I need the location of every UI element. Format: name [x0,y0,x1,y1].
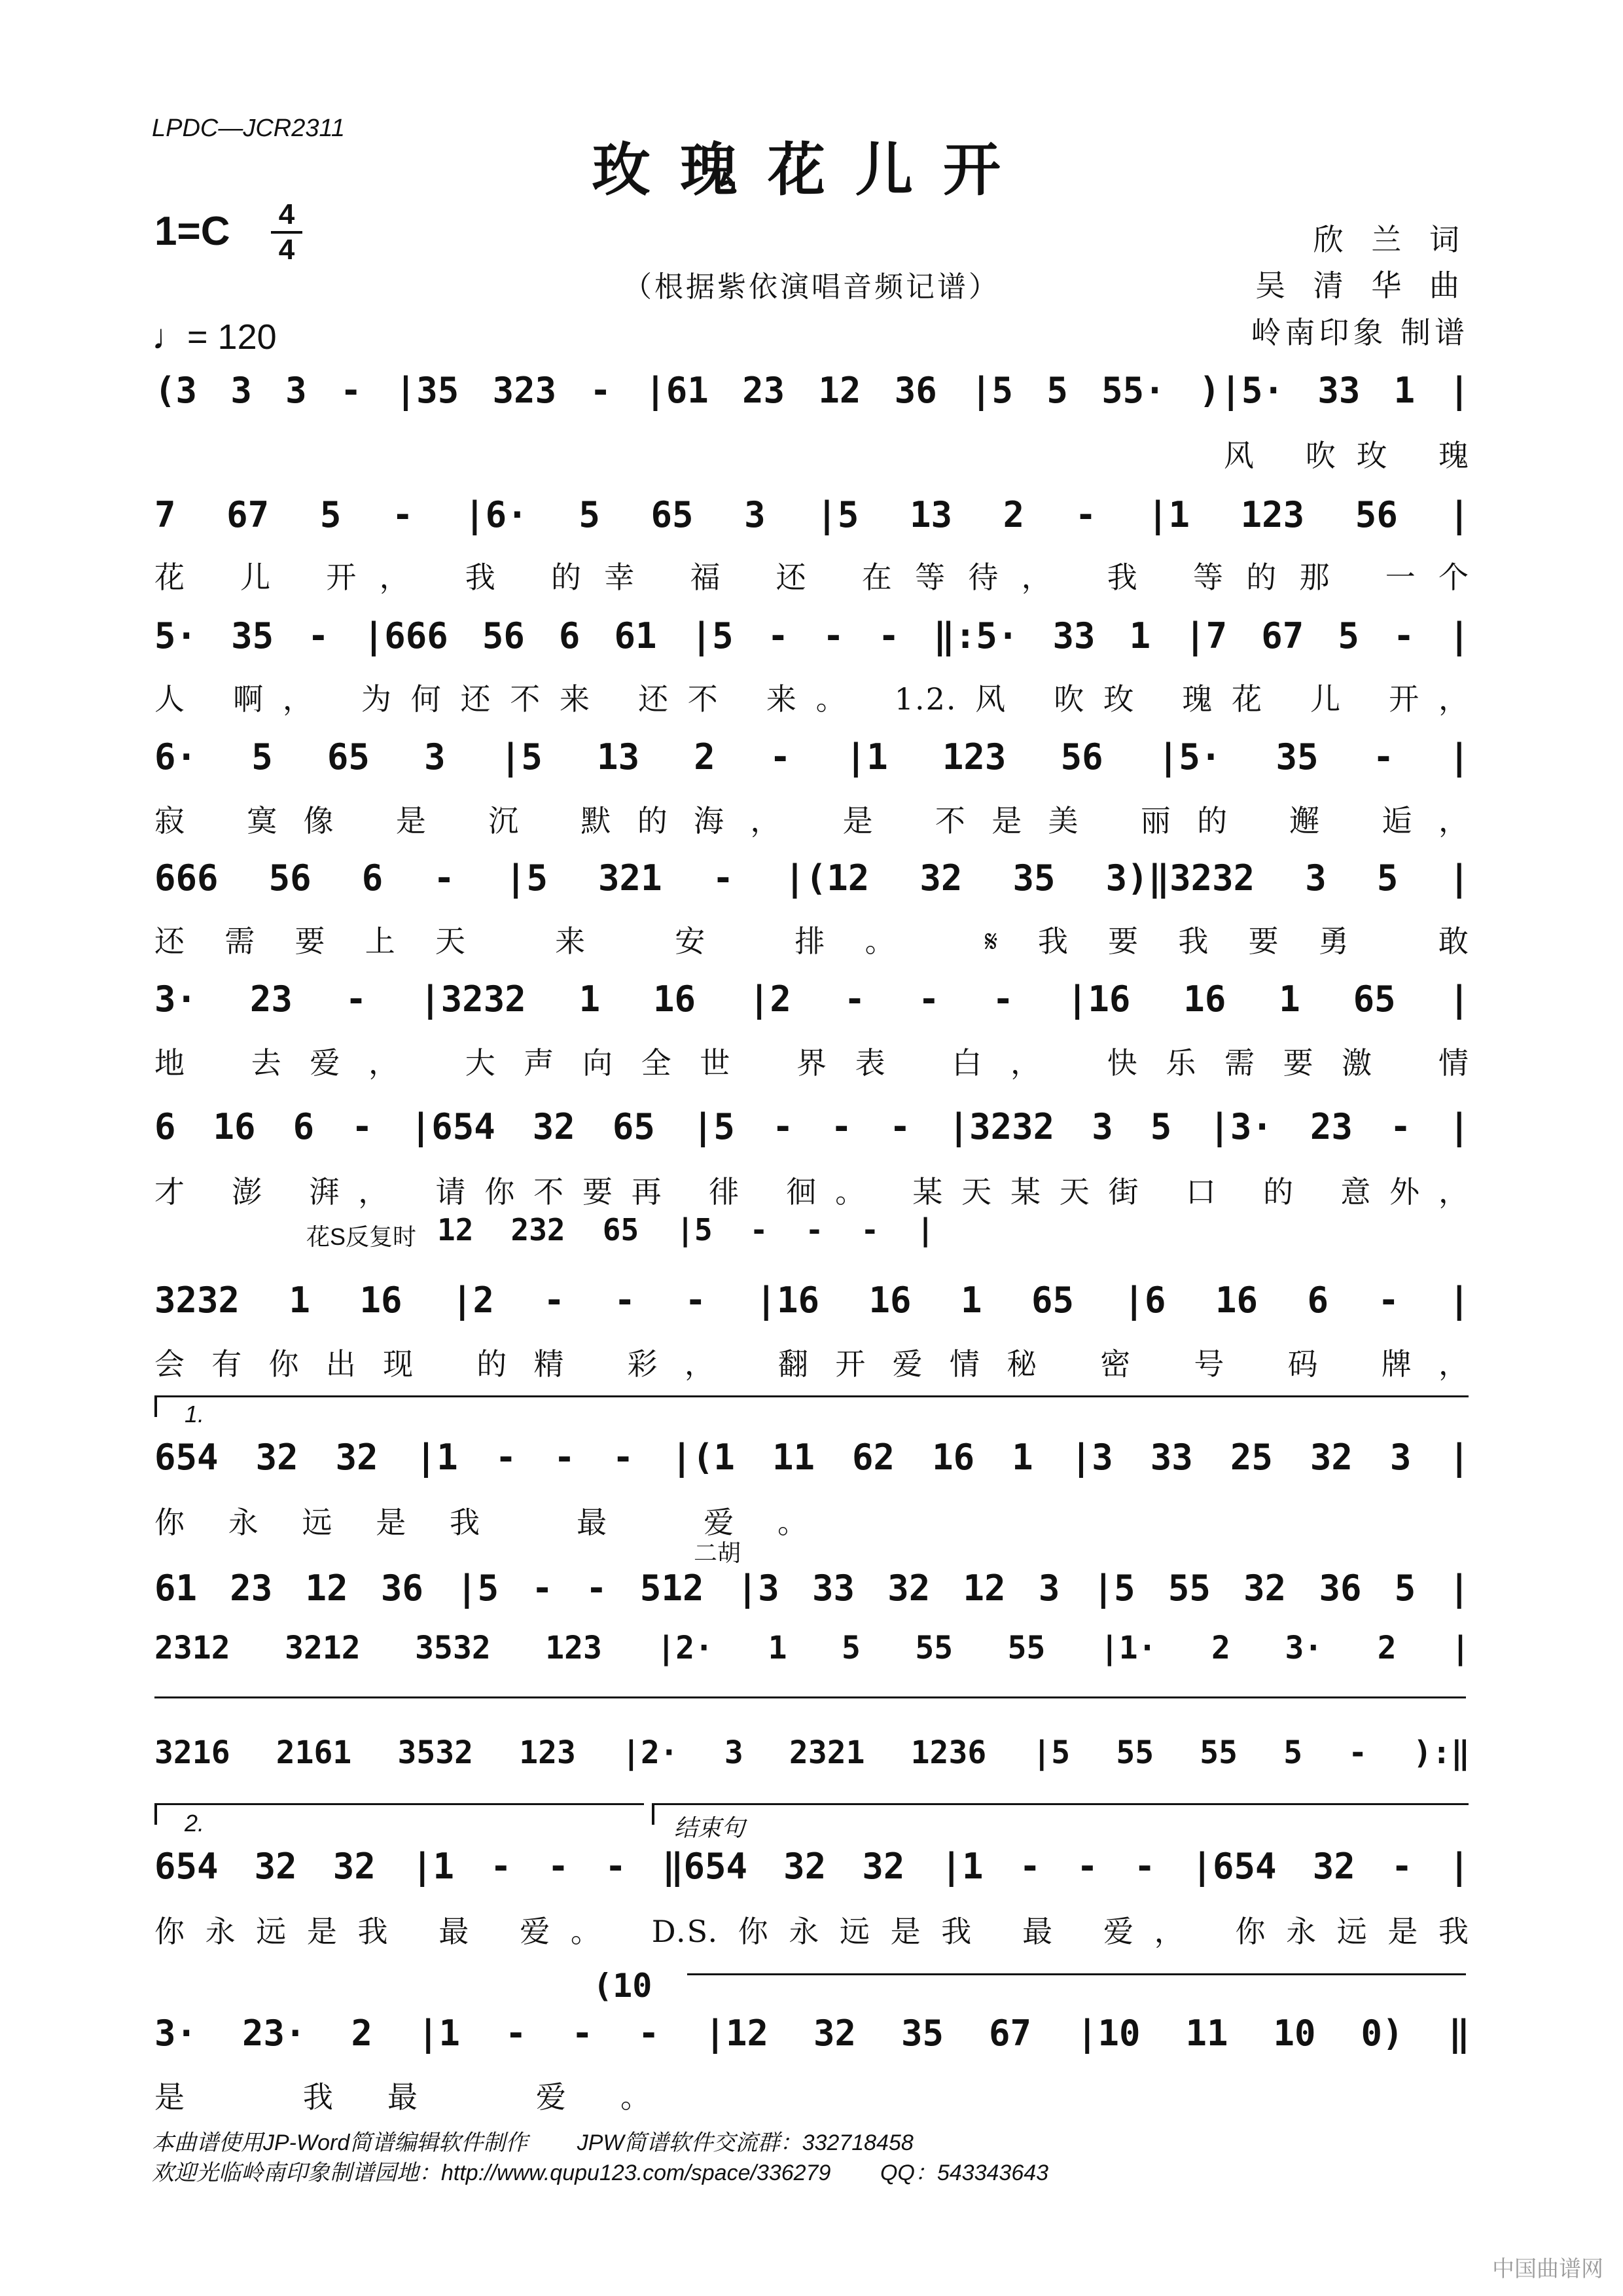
score-system-notes: 654 32 32 |1 - - - ‖654 32 32 |1 - - - |654 32 - | [154,1846,1470,1887]
site-watermark: 中国曲谱网 [1492,2256,1603,2282]
score-system-lyrics: 是 我最 爱。 [154,2079,652,2115]
score-system-notes: 3216 2161 3532 123 |2· 3 2321 1236 |5 55 55 5 - ):‖ [154,1734,1470,1771]
volta-2-label: 2. [185,1810,205,1837]
ending-label: 结束句 [674,1814,745,1841]
instrument-label: 二胡 [694,1539,741,1566]
score-system-notes: 7 67 5 - |6· 5 65 3 |5 13 2 - |1 123 56 | [154,494,1470,535]
volta-bracket-1 [154,1395,1469,1417]
ending-bracket [652,1803,1469,1825]
score-system-notes: 6· 5 65 3 |5 13 2 - |1 123 56 |5· 35 - | [154,736,1470,778]
key-signature: 1=C [154,209,230,254]
repeat-variant-notes: 12 232 65 |5 - - - | [437,1212,935,1247]
volta-1-label: 1. [185,1401,205,1427]
score-system-notes: 654 32 32 |1 - - - |(1 11 62 16 1 |3 33 25 32 3 | [154,1437,1470,1478]
score-system-notes: 5· 35 - |666 56 6 61 |5 - - - ‖:5· 33 1 |7 67 5 - | [154,615,1470,656]
lyricist-credit: 欣 兰 词 [1313,222,1469,257]
score-system-lyrics: 你永远是我 最 爱。 D.S.你永远是我 最 爱， 你永远是我 [154,1914,1470,1949]
volta-bracket-2 [154,1803,644,1825]
repeat-variant-label: 花S反复时 [306,1223,417,1250]
composer-credit: 吴 清 华 曲 [1255,268,1469,303]
score-system-lyrics: 地 去爱， 大声向全世 界表 白， 快乐需要激 情 [154,1045,1470,1081]
score-system-lyrics: 花 儿 开， 我 的幸 福 还 在等待， 我 等的那 一个 [154,560,1470,595]
score-system-notes: 3232 1 16 |2 - - - |16 16 1 65 |6 16 6 - | [154,1280,1470,1321]
score-system-lyrics: 人 啊， 为何还不来 还不 来。 1.2.风 吹玫 瑰花 儿 开， [154,681,1470,717]
score-system-lyrics: 你永远是我 最 爱。 [154,1505,809,1540]
score-system-lyrics: 风 吹玫 瑰 [1224,438,1470,473]
meter-bottom: 4 [278,234,295,266]
pickup-notes: (10 [593,1967,652,2005]
score-system-notes: 3· 23· 2 |1 - - - |12 32 35 67 |10 11 10 0) ‖ [154,2013,1470,2054]
score-system-lyrics: 还需要上天 来 安 排。 𝄋我要我要勇 敢 [154,924,1470,959]
score-system-notes: 6 16 6 - |654 32 65 |5 - - - |3232 3 5 |3· 23 - | [154,1106,1470,1147]
song-title: 玫瑰花儿开 [592,135,1031,204]
staff-divider [687,1973,1466,1975]
score-system-lyrics: 会有你出现 的精 彩， 翻开爱情秘 密 号 码 牌， [154,1346,1470,1382]
footer-credit: 本曲谱使用JP-Word简谱编辑软件制作 JPW简谱软件交流群：332718458 [152,2130,914,2155]
arranger-credit: 岭南印象 制谱 [1251,315,1469,350]
score-system-notes: 3· 23 - |3232 1 16 |2 - - - |16 16 1 65 | [154,978,1470,1020]
score-system-notes: 61 23 12 36 |5 - - 512 |3 33 32 12 3 |5 55 32 36 5 | [154,1568,1470,1609]
score-system-notes: (3 3 3 - |35 323 - |61 23 12 36 |5 5 55· )|5· 33 1 | [154,370,1470,411]
staff-divider [154,1696,1466,1698]
footer-links: 欢迎光临岭南印象制谱园地：http://www.qupu123.com/space/336279 QQ：543343643 [152,2161,1049,2185]
meter-top: 4 [278,198,295,230]
source-note: （根据紫依演唱音频记谱） [623,270,1000,304]
score-system-notes: 666 56 6 - |5 321 - |(12 32 35 3)‖3232 3 5 | [154,857,1470,899]
score-serial: LPDC—JCR2311 [152,115,345,142]
time-signature [268,200,305,265]
score-system-lyrics: 才 澎 湃， 请你不要再 徘 徊。 某天某天街 口 的 意外， [154,1174,1470,1210]
tempo-marking: ♩= 120 [152,317,277,357]
score-system-notes: 2312 3212 3532 123 |2· 1 5 55 55 |1· 2 3· 2 | [154,1630,1470,1666]
score-system-lyrics: 寂 寞像 是 沉 默的海， 是 不是美 丽的 邂 逅， [154,803,1470,838]
